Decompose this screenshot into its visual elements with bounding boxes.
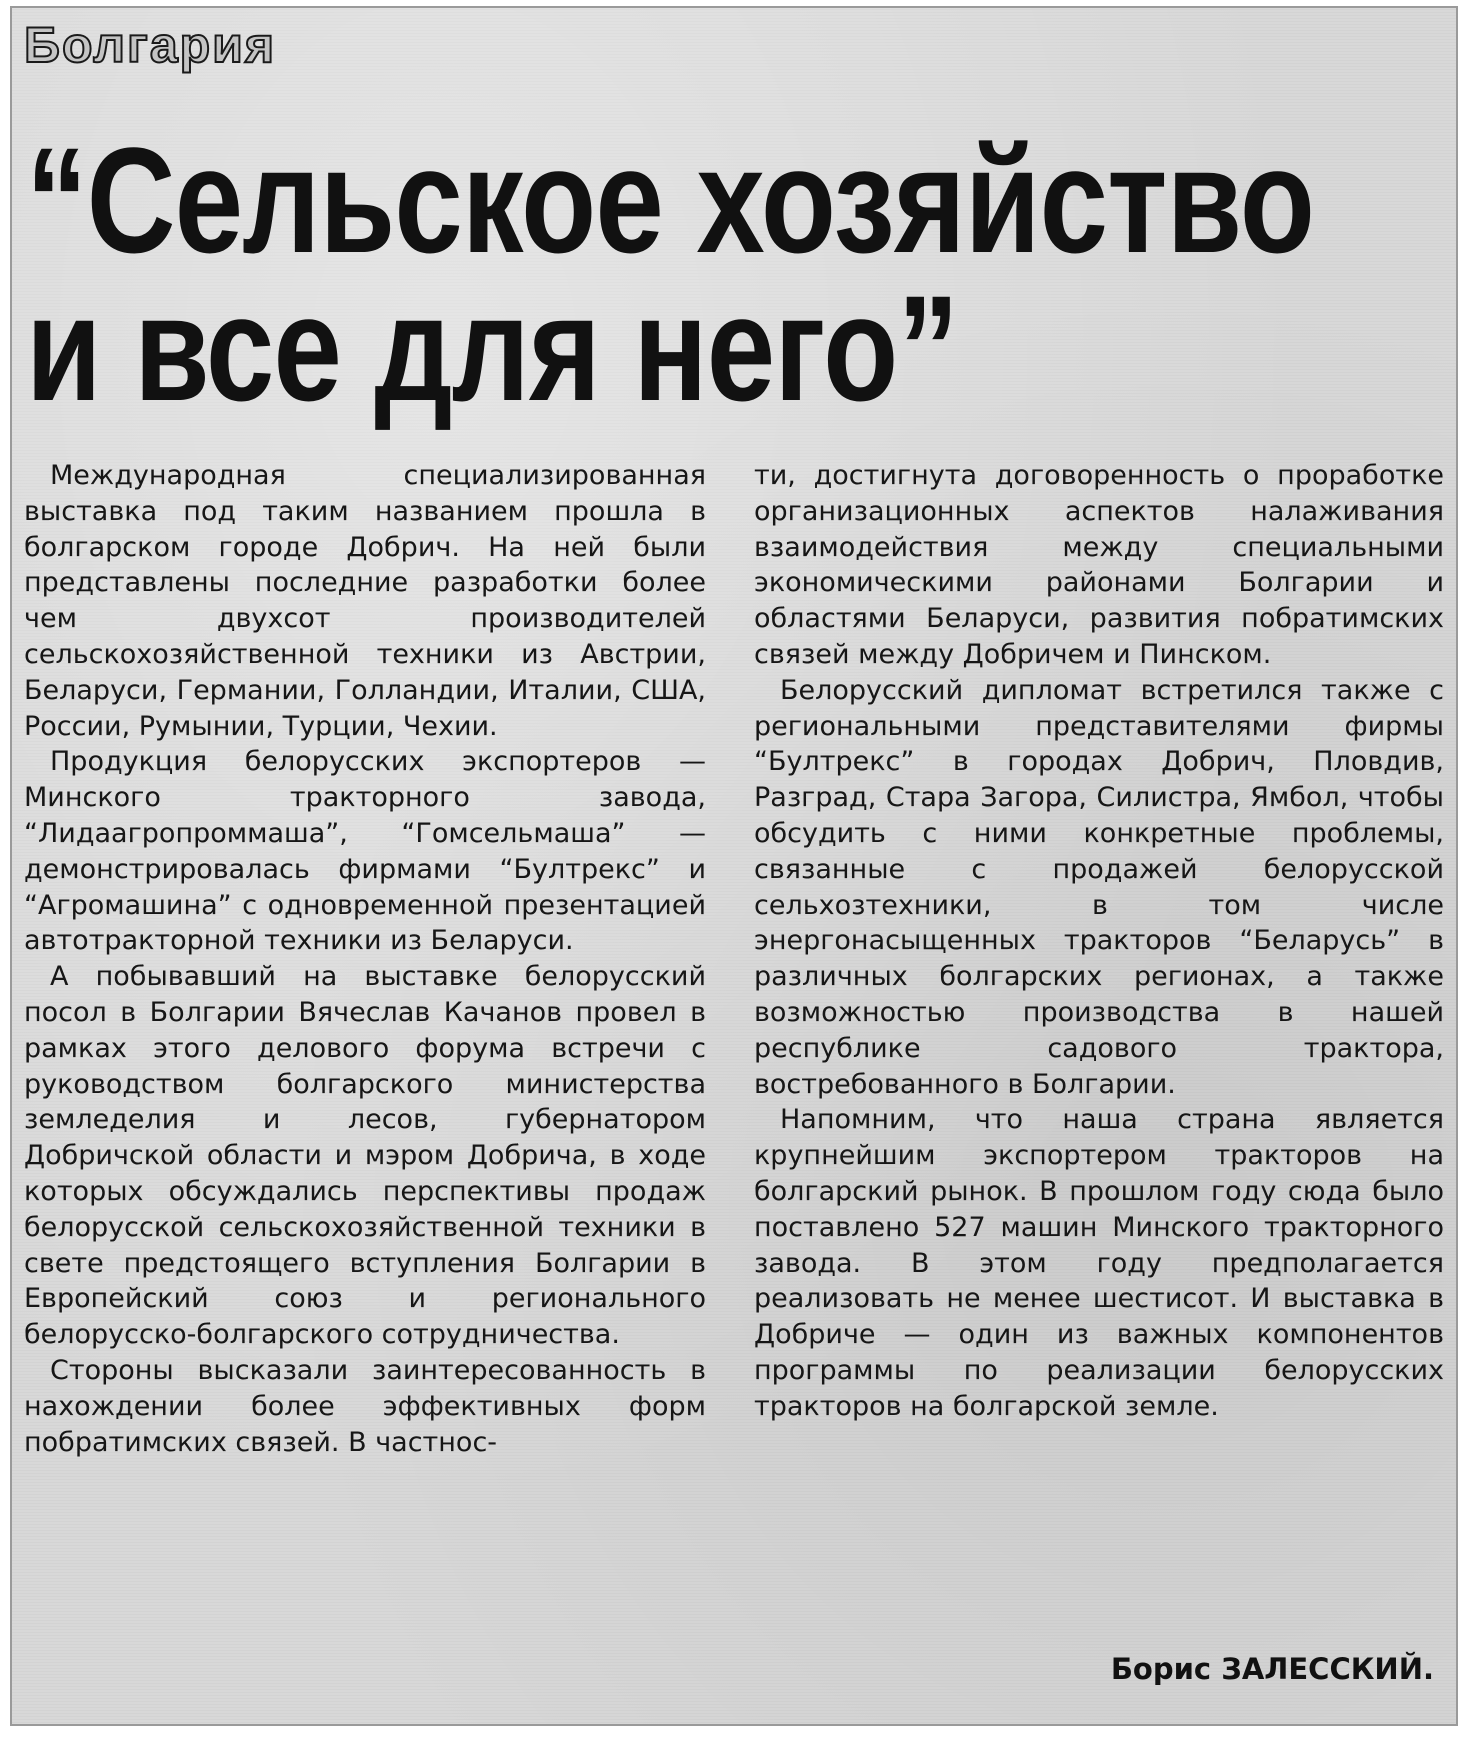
paragraph: Белорусский дипломат встретился также с региональными представителями фирмы “Бултрекс” в городах Добрич, Пловдив, Разград, Стара Загора, Силистра, Ямбол, чтобы обсудить с ними конкретные проблемы, связанные с продажей белорусской сельхозтехники, в том числе энергонасыщенных тракторов “Беларусь” в различных болгарских регионах, а также возможностью производства в нашей республике садового трактора, востребованного в Болгарии. xyxy=(754,674,1444,1100)
paragraph: Продукция белорусских экспортеров — Минского тракторного завода, “Лидаагропроммаша”, “Гомсельмаша” — демонстрировалась фирмами “Бултрекс” и “Агромашина” с одновременной презентацией автотракторной техники из Беларуси. xyxy=(24,746,706,957)
paragraph: Международная специализированная выставка под таким названием прошла в болгарском городе Добрич. На ней были представлены последние разработки более чем двухсот производителей сельскохозяйственной техники из Австрии, Беларуси, Германии, Голландии, Италии, США, России, Румынии, Турции, Чехии. xyxy=(24,460,706,742)
headline-line-2: и все для него” xyxy=(26,264,959,432)
author-byline: Борис ЗАЛЕССКИЙ. xyxy=(1110,1652,1434,1686)
paragraph: Напомним, что наша страна является крупнейшим экспортером тракторов на болгарский рынок. В прошлом году сюда было поставлено 527 машин Минского тракторного завода. В этом году предполагается реализовать не менее шестисот. И выставка в Добриче — один из важных компонентов программы по реализации белорусских тракторов на болгарской земле. xyxy=(754,1104,1444,1422)
paragraph: А побывавший на выставке белорусский посол в Болгарии Вячеслав Качанов провел в рамках этого делового форума встречи с руководством болгарского министерства земледелия и лесов, губернатором Добричской области и мэром Добрича, в ходе которых обсуждались перспективы продаж белорусской сельскохозяйственной техники в свете предстоящего вступления Болгарии в Европейский союз и регионального белорусско-болгарского сотрудничества. xyxy=(24,961,706,1351)
article-headline xyxy=(26,116,1315,432)
paragraph: Стороны высказали заинтересованность в нахождении более эффективных форм побратимских связей. В частнос- xyxy=(24,1354,706,1458)
paragraph: ти, достигнута договоренность о проработке организационных аспектов налаживания взаимодействия между специальными экономическими районами Болгарии и областями Беларуси, развития побратимских связей между Добричем и Пинском. xyxy=(754,460,1444,670)
headline-line-1: “Сельское хозяйство xyxy=(26,116,1315,284)
section-rubric: Болгария xyxy=(24,17,277,73)
newspaper-clipping xyxy=(10,6,1458,1726)
text-column-left xyxy=(24,458,706,1460)
text-column-right xyxy=(754,458,1444,1425)
